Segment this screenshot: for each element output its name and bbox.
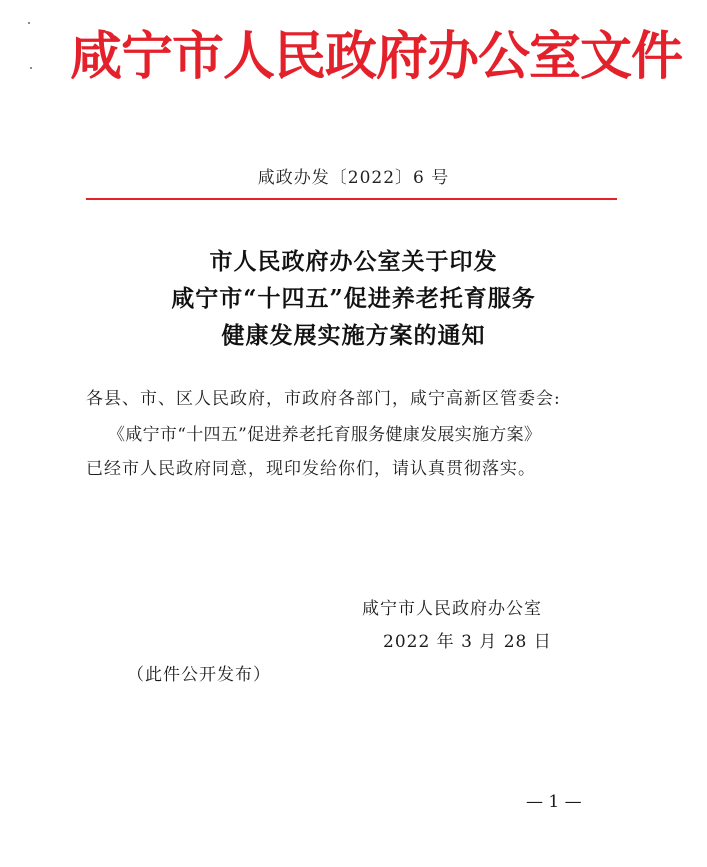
scan-speck bbox=[30, 67, 32, 69]
issuer-header-title: 咸宁市人民政府办公室文件 bbox=[70, 26, 683, 87]
addressee-line: 各县、市、区人民政府，市政府各部门，咸宁高新区管委会: bbox=[86, 389, 561, 409]
public-release-note: （此件公开发布） bbox=[127, 665, 271, 685]
signature-date: 2022 年 3 月 28 日 bbox=[383, 632, 552, 652]
document-number: 咸政办发〔2022〕6 号 bbox=[257, 168, 450, 188]
title-line-2: 咸宁市“十四五”促进养老托育服务 bbox=[171, 285, 536, 312]
title-line-1: 市人民政府办公室关于印发 bbox=[209, 248, 498, 275]
scan-speck bbox=[28, 22, 30, 24]
page-number: — 1 — bbox=[526, 792, 582, 812]
document-title bbox=[0, 243, 707, 354]
red-separator-line bbox=[86, 198, 617, 200]
title-line-3: 健康发展实施方案的通知 bbox=[221, 322, 486, 349]
signature-organization: 咸宁市人民政府办公室 bbox=[362, 599, 542, 619]
body-paragraph-line-1: 《咸宁市“十四五”促进养老托育服务健康发展实施方案》 bbox=[108, 425, 542, 445]
body-paragraph-line-2: 已经市人民政府同意，现印发给你们，请认真贯彻落实。 bbox=[86, 459, 536, 479]
